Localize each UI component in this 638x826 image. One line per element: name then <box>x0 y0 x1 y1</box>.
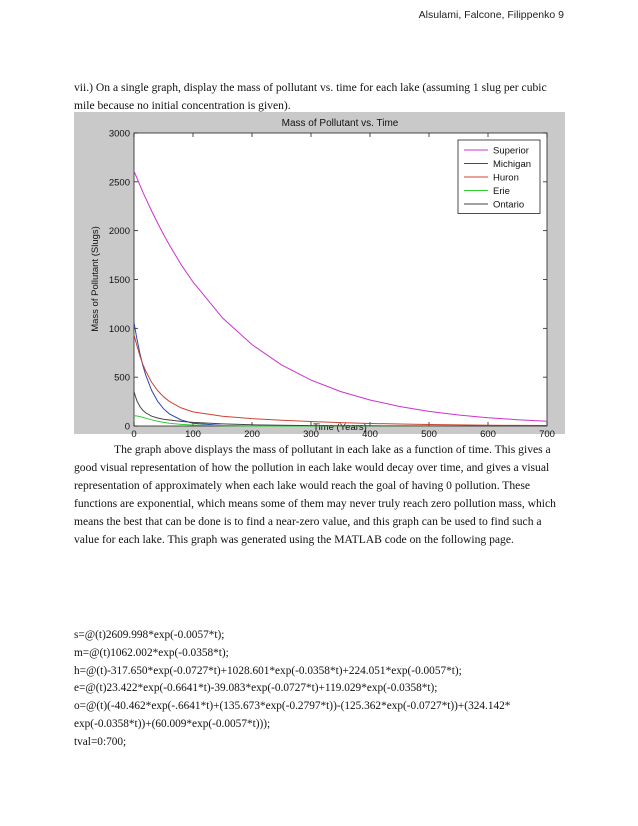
x-tick-label: 100 <box>185 429 201 440</box>
legend-label-huron: Huron <box>493 172 519 184</box>
code-line-h: h=@(t)-317.650*exp(-0.0727*t)+1028.601*exp(-0.0358*t)+224.051*exp(-0.0057*t); <box>74 664 462 677</box>
code-line-tval: tval=0:700; <box>74 735 127 748</box>
y-tick-label: 2500 <box>108 177 130 189</box>
code-line-m: m=@(t)1062.002*exp(-0.0358*t); <box>74 646 229 659</box>
y-axis-label: Mass of Pollutant (Slugs) <box>90 226 101 332</box>
x-tick-label: 300 <box>303 429 319 440</box>
legend-label-michigan: Michigan <box>493 159 532 170</box>
y-tick-label: 3000 <box>108 128 130 140</box>
legend-label-erie: Erie <box>493 186 510 197</box>
x-axis-label: Time (Years) <box>313 422 367 433</box>
code-line-s: s=@(t)2609.998*exp(-0.0057*t); <box>74 629 225 641</box>
x-tick-label: 600 <box>480 429 496 440</box>
x-tick-label: 200 <box>244 429 260 440</box>
paragraph-text: The graph above displays the mass of pollutant in each lake as a function of time. This gives a good visual representation of how the pollution in each lake would decay over time, and gives a visual representation of approximately when each lake would reach the goal of having 0 pollution. These functions are exponential, which means some of them may never truly reach zero pollution mass, which means the best that can be done is to find a near-zero value, and this graph can be used to find such a value for each lake. This graph was generated using the MATLAB code on the following page. <box>74 443 556 546</box>
chart-title: Mass of Pollutant vs. Time <box>281 118 399 129</box>
code-line-o: o=@(t)(-40.462*exp(-.6641*t)+(135.673*exp(-0.2797*t))-(125.362*exp(-0.0727*t))+(324.142* exp(-0.0358*t))+(60.009*exp(-0.0057*t))); <box>74 700 511 730</box>
y-tick-label: 500 <box>114 372 130 384</box>
code-line-e: e=@(t)23.422*exp(-0.6641*t)-39.083*exp(-0.0727*t)+119.029*exp(-0.0358*t); <box>74 682 438 695</box>
legend-label-ontario: Ontario <box>493 199 525 211</box>
x-tick-label: 400 <box>362 429 378 440</box>
chart-figure <box>74 112 565 440</box>
legend-label-superior: Superior <box>493 145 529 157</box>
pollutant-chart <box>74 112 565 440</box>
question-text: vii.) On a single graph, display the mass of pollutant vs. time for each lake (assuming 1 slug per cubic mile because no initial concentration is given). <box>74 81 547 112</box>
x-tick-label: 0 <box>131 429 137 440</box>
matlab-code <box>74 627 564 752</box>
discussion-paragraph <box>74 441 564 548</box>
x-tick-label: 700 <box>539 429 555 440</box>
running-head: Alsulami, Falcone, Filippenko 9 <box>418 9 564 21</box>
y-tick-label: 0 <box>124 421 130 433</box>
y-tick-label: 1500 <box>108 275 130 286</box>
y-tick-label: 1000 <box>108 323 130 335</box>
y-tick-label: 2000 <box>108 226 130 238</box>
x-tick-label: 500 <box>421 429 437 440</box>
